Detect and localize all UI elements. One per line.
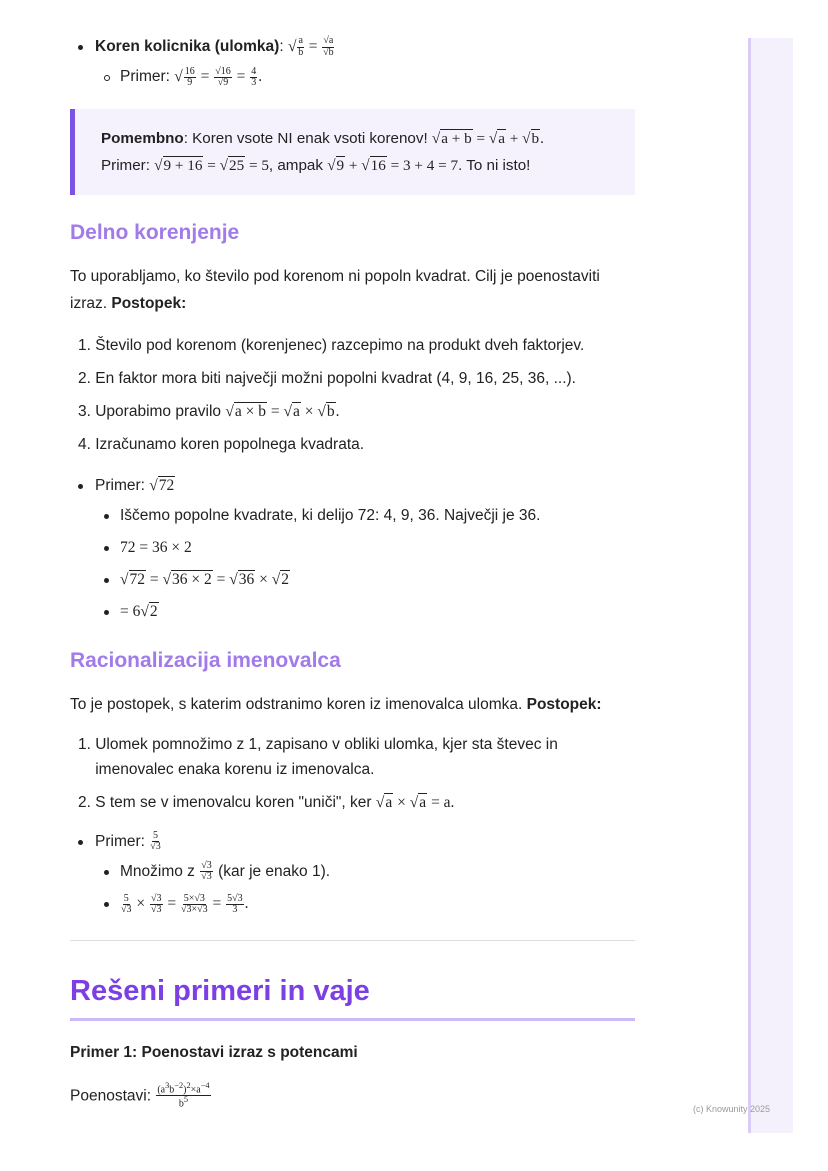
copyright-footer: (c) Knowunity 2025	[693, 1104, 771, 1114]
list-item: $\frac{5}{√3}$ × $\frac{√3}{√3}$ = $\frac{5\times√3}{√3\times√3}$ = $\frac{5√3}{3}$ .	[70, 893, 635, 915]
document-body	[70, 36, 635, 1110]
numbered-item: 3. Uporabimo pravilo √a × b = √a × √b.	[78, 402, 340, 420]
paragraph: To uporabljamo, ko število pod korenom ni popoln kvadrat. Cilj je poenostaviti izraz. Postopek:	[70, 267, 600, 312]
list-item: √72 = √36 × 2 = √36 × √2	[70, 569, 635, 591]
important-callout: Pomembno: Koren vsote NI enak vsoti korenov! √a + b = √a + √b. Primer: √9 + 16 = √25 = 5, ampak √9 + √16 = 3 + 4 = 7. To ni isto!	[70, 109, 635, 195]
numbered-item: 2. En faktor mora biti največji možni popolni kvadrat (4, 9, 16, 25, 36, ...).	[78, 369, 576, 387]
list-item: Iščemo popolne kvadrate, ki delijo 72: 4, 9, 36. Največji je 36.	[70, 505, 635, 527]
example-title: Primer 1: Poenostavi izraz s potencami	[70, 1043, 358, 1061]
section-heading: Racionalizacija imenovalca	[70, 648, 341, 672]
list-item: Primer: √72	[70, 475, 635, 497]
list-item: = 6√2	[70, 601, 635, 623]
numbered-item: 4. Izračunamo koren popolnega kvadrata.	[78, 435, 365, 453]
list-item: Primer: √ $\frac{16}{9}$ = $\frac{√16}{√9}$ = $\frac{4}{3}$ .	[70, 66, 635, 88]
list-item: Množimo z $\frac{√3}{√3}$ (kar je enako 1).	[70, 861, 635, 883]
paragraph: To je postopek, s katerim odstranimo koren iz imenovalca ulomka. Postopek:	[70, 695, 602, 713]
paragraph: Poenostavi: $\frac{(a^3b^{-2})^2\times a^{-4}}{b^5}$	[70, 1080, 210, 1110]
numbered-item: 1. Število pod korenom (korenjenec) razcepimo na produkt dveh faktorjev.	[78, 336, 585, 354]
numbered-item: 2. S tem se v imenovalcu koren "uniči", ker √a × √a = a.	[78, 793, 455, 811]
divider	[70, 940, 635, 941]
list-item: Koren kolicnika (ulomka): √ $\frac{a}{b}$ = $\frac{√a}{√b}$	[70, 36, 635, 58]
section-title: Rešeni primeri in vaje	[70, 975, 635, 1021]
rule-title: Koren kolicnika (ulomka)	[95, 38, 280, 55]
right-margin-rail	[748, 38, 793, 1133]
numbered-item: 1. Ulomek pomnožimo z 1, zapisano v obliki ulomka, kjer sta števec in imenovalec enaka korenu iz imenovalca.	[78, 735, 558, 778]
list-item: 72 = 36 × 2	[70, 537, 635, 559]
list-item: Primer: $\frac{5}{√3}$	[70, 831, 635, 853]
section-heading: Delno korenjenje	[70, 220, 240, 244]
